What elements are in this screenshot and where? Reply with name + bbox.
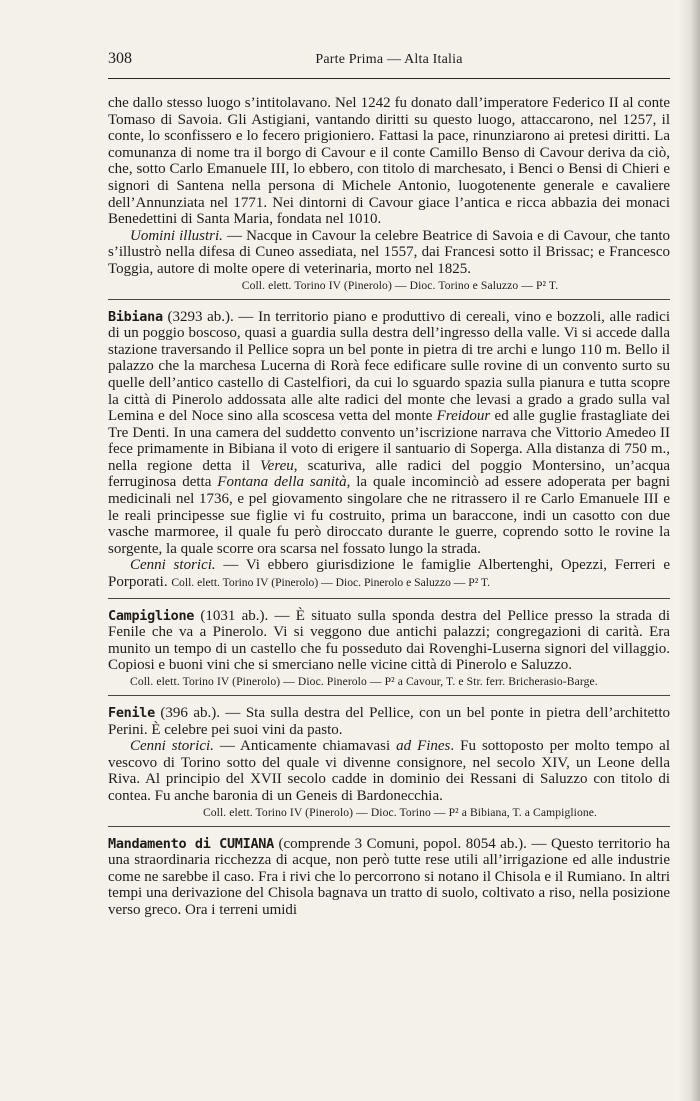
- running-head: [108, 50, 670, 72]
- page-edge-shadow: [678, 0, 700, 1101]
- entry-title: Mandamento di CUMIANA: [108, 835, 274, 852]
- running-title: Parte Prima — Alta Italia: [315, 52, 463, 67]
- paragraph-cumiana: Mandamento di CUMIANA (comprende 3 Comuni, popol. 8054 ab.). — Questo territorio ha una straordinaria ricchezza di acque, non però tutte rese utili all’irrigazione ed alle industrie come ne sarebbe il caso. Fra i rivi che lo percorrono si notano il Chisola e il Rumiano. In altri tempi una derivazione del Chisola bagnava un tratto di suolo, coltivato a riso, nella posizione verso greco. Ora i terreni umidi: [108, 835, 670, 918]
- entry-divider: [108, 695, 670, 696]
- section-label: Cenni storici.: [130, 738, 214, 755]
- paragraph-fenile: Fenile (396 ab.). — Sta sulla destra del Pellice, con un bel ponte in pietra dell’architetto Perini. È celebre pei suoi vini da pasto.: [108, 705, 670, 738]
- collegio-fenile: Coll. elett. Torino IV (Pinerolo) — Dioc. Torino — P² a Bibiana, T. a Campiglione.: [202, 805, 598, 819]
- entry-cumiana: [108, 836, 670, 919]
- entry-divider: [108, 826, 670, 827]
- entry-title: Bibiana: [108, 308, 163, 325]
- entry-title: Campiglione: [108, 607, 195, 624]
- section-label: Uomini illustri.: [130, 227, 223, 244]
- entry-divider: [108, 299, 670, 300]
- entry-fenile: [108, 705, 670, 827]
- paragraph-fenile-storia: Cenni storici. — Anticamente chiamavasi ad Fines. Fu sottoposto per molto tempo al vescovo di Torino sotto del quale vi divenne consignore, nel secolo XIV, un Leone della Riva. Al principio del XVII secolo cadde in dominio dei Ressani di Saluzzo con titolo di contea. Fu anche baronia di un Geneis di Bardonecchia.: [108, 738, 671, 804]
- page-number: 308: [108, 50, 132, 67]
- entry-campiglione: [108, 608, 670, 696]
- paragraph-campiglione: Campiglione (1031 ab.). — È situato sulla sponda destra del Pellice presso la strada di Fenile che va a Pinerolo. Vi si veggono due antichi palazzi; congregazioni di carità. Era munito un tempo di un castello che fu posseduto dai Rovenghi-Luserna signori del villaggio. Copiosi e buoni vini che si smerciano nelle vicine città di Pinerolo e Saluzzo.: [108, 607, 670, 674]
- entry-divider: [108, 598, 670, 599]
- collegio-bibiana: Coll. elett. Torino IV (Pinerolo) — Dioc. Pinerolo e Saluzzo — P² T.: [171, 576, 490, 590]
- body-text: [108, 95, 670, 919]
- entry-title: Fenile: [108, 705, 155, 721]
- paragraph-cavour-history: che dallo stesso luogo s’intitolavano. Nel 1242 fu donato dall’imperatore Federico II al conte Tomaso di Savoia. Gli Astigiani, vantando diritti su questo luogo, attaccarono, nel 1257, il conte, lo sconfissero e lo fecero prigioniero. Fattasi la pace, rinunziarono ai pretesi diritti. La comunanza di nome tra il borgo di Cavour e il conte Camillo Benso di Cavour deriva da ciò, che, sotto Carlo Emanuele III, lo ebbero, con titolo di marchesato, i Benci o Bensi di Chieri e signori di Santena nella persona di Michele Antonio, luogotenente generale e cavaliere dell’Annunziata nel 1771. Nei dintorni di Cavour giace l’antica e ricca abbazia dei monaci Benedettini di Santa Maria, fondata nel 1010.: [108, 95, 670, 228]
- collegio-campiglione: Coll. elett. Torino IV (Pinerolo) — Dioc. Pinerolo — P² a Cavour, T. e Str. ferr. Bricherasio-Barge.: [130, 675, 598, 688]
- header-rule: [108, 78, 670, 79]
- collegio-cavour: Coll. elett. Torino IV (Pinerolo) — Dioc. Torino e Saluzzo — P² T.: [241, 278, 559, 292]
- entry-bibiana: [108, 309, 670, 599]
- paragraph-bibiana-storia: Cenni storici. — Vi ebbero giurisdizione le famiglie Albertenghi, Opezzi, Ferreri e Porporati. Coll. elett. Torino IV (Pinerolo) — Dioc. Pinerolo e Saluzzo — P² T.: [108, 557, 670, 591]
- section-label: Cenni storici.: [130, 557, 216, 574]
- paragraph-uomini-illustri: Uomini illustri. — Nacque in Cavour la celebre Beatrice di Savoia e di Cavour, che tanto s’illustrò nella difesa di Cuneo assediata, nel 1557, dai Francesi sotto il Brissac; e Francesco Toggia, autore di molte opere di veterinaria, morto nel 1825.: [108, 227, 670, 277]
- paragraph-bibiana: Bibiana (3293 ab.). — In territorio piano e produttivo di cereali, vino e bozzoli, alle radici di un poggio boscoso, quasi a guardia sulla destra dell’ingresso della valle. Vi si accede dalla stazione traversando il Pellice sopra un bel ponte in pietra di tre archi e lungo 110 m. Bello il palazzo che la marchesa Lucerna di Rorà fece edificare sulle rovine di un convento surto su quelle dell’antico castello di Castelfiori, da cui lo sguardo spazia sulla pianura e tutta scopre la città di Pinerolo addossata alle alte radici del monte che levasi a grado a grado sulla val Lemina e del Noce sino alla scoscesa vetta del monte Freidour ed alle guglie frastagliate dei Tre Denti. In una camera del suddetto convento un’iscrizione narrava che Vittorio Amedeo II fece primamente in Bibiana il voto di erigere il santuario di Soperga. Alla distanza di 750 m., nella regione detta il Vereu, scaturiva, alle radici del poggio Montersino, un’acqua ferruginosa detta Fontana della sanità, la quale incominciò ad essere adoperata per bagni medicinali nel 1736, e pel giovamento singolare che ne ritrassero il re Carlo Emanuele III e le reali principesse sue figlie vi fu costruito, prima un baraccone, indi un casotto con due vasche marmoree, il quale fu però diroccato durante le guerre, coprendo sotto le rovine la sorgente, la quale scorre ora scarsa nel fossato lungo la strada.: [108, 308, 671, 557]
